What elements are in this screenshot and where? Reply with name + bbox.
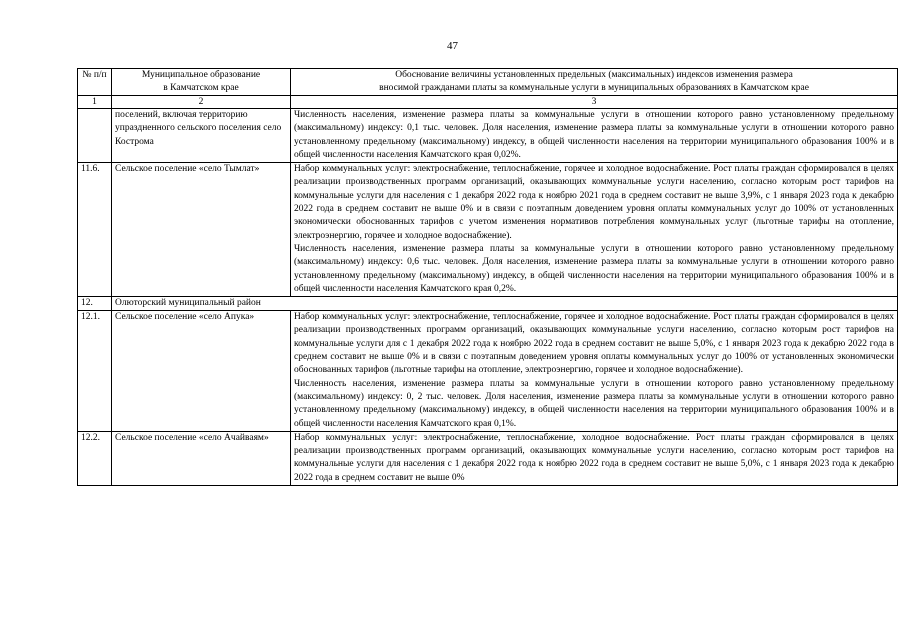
column-number: 2 — [112, 96, 291, 109]
justification-text — [291, 109, 898, 163]
paragraph: Набор коммунальных услуг: электроснабжение, теплоснабжение, горячее и холодное водоснабжение. Рост платы граждан сформировался в целях реализации производственных программ организаций, оказывающих коммунальные услуги населению, согласно которым рост тарифов на коммунальные услуги для населения с 1 декабря 2022 года к ноябрю 2021 года в среднем составит не выше 3,9%, с 1 января 2023 года к декабрю 2022 года в среднем составит не выше 0% и в связи с поэтапным доведением уровня оплаты коммунальных услуг до 100% от установленных экономически обоснованных тарифов с учетом изменения нормативов потребления коммунальных услуг (льготные тарифы на отопление, электроэнергию, горячее и холодное водоснабжение). — [294, 164, 894, 241]
paragraph: Набор коммунальных услуг: электроснабжение, теплоснабжение, горячее и холодное водоснабжение. Рост платы граждан сформировался в целях реализации производственных программ организаций, оказывающих коммунальные услуги населению, согласно которым рост тарифов на коммунальные услуги для с 1 декабря 2022 года к ноябрю 2022 года в среднем составит не выше 5,0%, с 1 января 2023 года к декабрю 2022 года в среднем составит не выше 0% и в связи с поэтапным доведением уровня оплаты коммунальных услуг до 100% от установленных экономически обоснованных тарифов (льготные тарифы на отопление, электроэнергию, горячее и холодное водоснабжение). — [294, 312, 894, 376]
region-number: 12. — [78, 297, 112, 311]
header-municipality-line2: в Камчатском крае — [163, 83, 239, 93]
header-municipality — [112, 69, 291, 96]
row-number: 12.2. — [78, 431, 112, 485]
paragraph: Численность населения, изменение размера платы за коммунальные услуги в отношении которого равно установленному предельному (максимальному) индексу: 0,6 тыс. человек. Доля населения, изменение размера платы за коммунальные услуги в отношении которого равно установленному предельному (максимальному) индексу, в общей численности населения на территории муниципального образования 100% и в общей численности населения Камчатского края 0,2%. — [294, 243, 894, 294]
column-number: 3 — [291, 96, 898, 109]
tariff-table — [77, 68, 898, 486]
header-number: № п/п — [78, 69, 112, 96]
table-row — [78, 431, 898, 485]
justification-text — [291, 431, 898, 485]
table-row — [78, 163, 898, 297]
row-number — [78, 109, 112, 163]
region-name: Олюторский муниципальный район — [112, 297, 898, 311]
municipality-name: Сельское поселение «село Тымлат» — [112, 163, 291, 297]
paragraph: Численность населения, изменение размера платы за коммунальные услуги в отношении которого равно установленному предельному (максимальному) индексу: 0, 2 тыс. человек. Доля населения, изменение размера платы за коммунальные услуги в отношении которого равно установленному предельному (максимальному) индексу, в общей численности населения на территории муниципального образования 100% и в общей численности населения Камчатского края 0,1%. — [294, 378, 894, 429]
row-number: 12.1. — [78, 311, 112, 432]
municipality-name: поселений, включая территорию упраздненного сельского поселения село Кострома — [112, 109, 291, 163]
header-justification-line2: вносимой гражданами платы за коммунальные услуги в муниципальных образованиях в Камчатском крае — [379, 83, 809, 93]
header-justification-line1: Обоснование величины установленных предельных (максимальных) индексов изменения размера — [395, 70, 793, 80]
paragraph: Набор коммунальных услуг: электроснабжение, теплоснабжение, холодное водоснабжение. Рост платы граждан сформировался в целях реализации производственных программ организаций, оказывающих коммунальные услуги населению, согласно которым рост тарифов на коммунальные услуги для населения с 1 декабря 2022 года к ноябрю 2022 года в среднем составит не выше 5,0%, с 1 января 2023 года к декабрю 2022 года в среднем составит не выше 0% — [294, 432, 894, 483]
header-municipality-line1: Муниципальное образование — [141, 70, 261, 80]
column-number-row — [78, 96, 898, 109]
municipality-name: Сельское поселение «село Апука» — [112, 311, 291, 432]
header-justification — [291, 69, 898, 96]
justification-text — [291, 311, 898, 432]
paragraph: Численность населения, изменение размера платы за коммунальные услуги в отношении которого равно установленному предельному (максимальному) индексу: 0,1 тыс. человек. Доля населения, изменение размера платы за коммунальные услуги в отношении которого равно установленному предельному (максимальному) индексу, в общей численности населения на территории муниципального образования 100% и в общей численности населения Камчатского края 0,02%. — [294, 110, 894, 160]
region-row — [78, 297, 898, 311]
table-row — [78, 311, 898, 432]
table-header-row — [78, 69, 898, 96]
column-number: 1 — [78, 96, 112, 109]
justification-text — [291, 163, 898, 297]
row-number: 11.6. — [78, 163, 112, 297]
table-row — [78, 109, 898, 163]
municipality-name: Сельское поселение «село Ачайваям» — [112, 431, 291, 485]
page-number: 47 — [447, 40, 458, 52]
